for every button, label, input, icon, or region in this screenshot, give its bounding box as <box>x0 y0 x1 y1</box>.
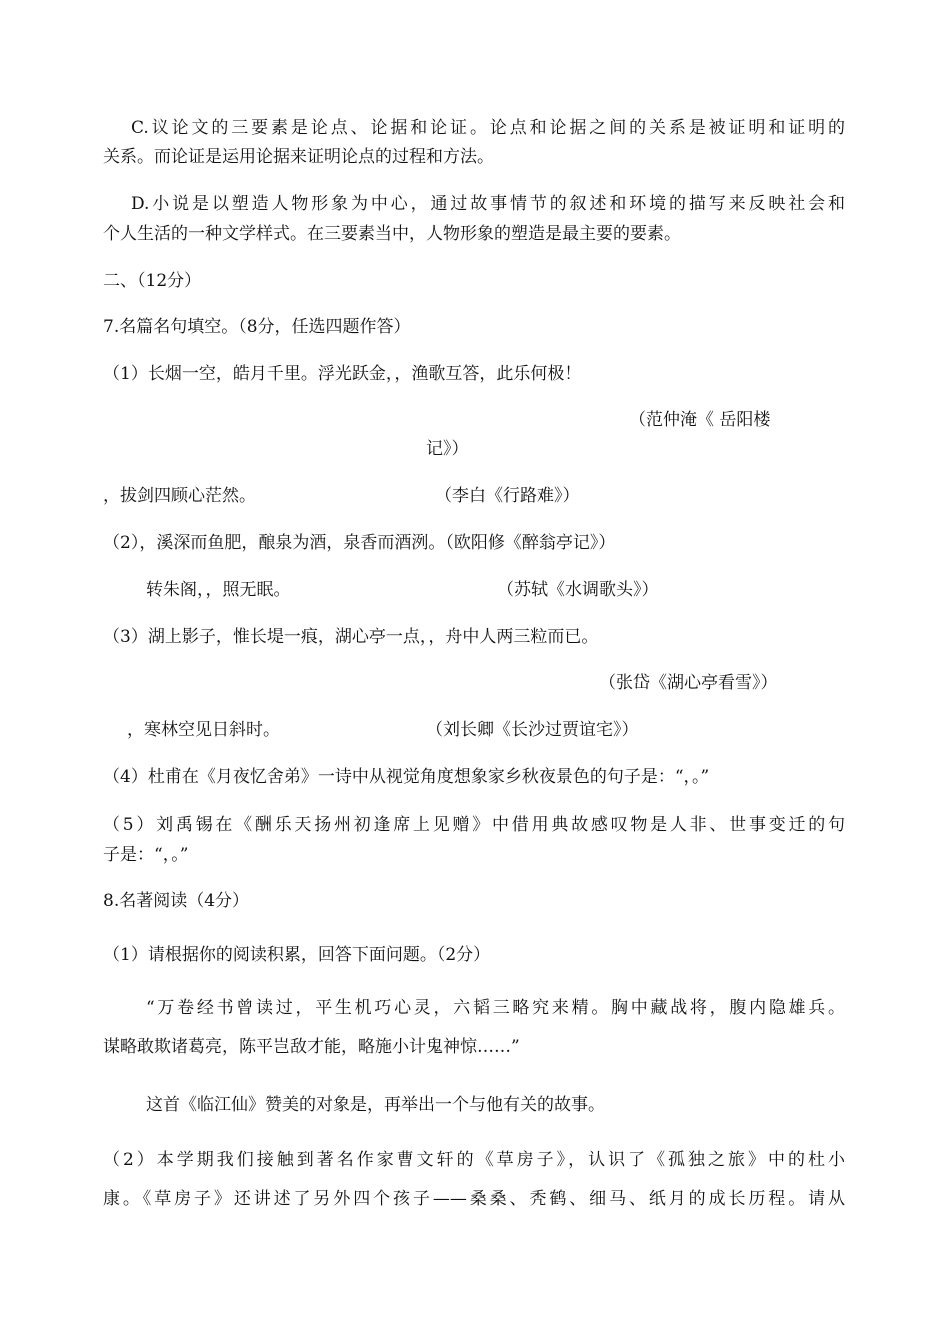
q7-item-1-source-b: 记》） <box>426 439 469 459</box>
option-c-line-1: C.议论文的三要素是论点、论据和论证。论点和论据之间的关系是被证明和证明的 <box>131 118 845 138</box>
q8-item-2-line-1: （2）本学期我们接触到著名作家曹文轩的《草房子》，认识了《孤独之旅》中的杜小 <box>103 1150 845 1170</box>
section-two-heading: 二、（12分） <box>103 271 202 291</box>
q7-item-1-source-a: （范仲淹《 岳阳楼 <box>629 410 771 430</box>
q7-item-1b-source: （李白《行路难》） <box>435 486 580 506</box>
q7-item-5-line-1: （5）刘禹锡在《酬乐天扬州初逢席上见赠》中借用典故感叹物是人非、世事变迁的句 <box>103 815 845 835</box>
q7-item-2b: 转朱阁，，照无眠。 <box>146 580 291 600</box>
q7-item-3b: ，寒林空见日斜时。 <box>127 720 280 740</box>
q7-item-3b-source: （刘长卿《长沙过贾谊宅》） <box>426 720 639 740</box>
q8-item-1-question: 这首《临江仙》赞美的对象是，再举出一个与他有关的故事。 <box>146 1095 605 1115</box>
question-7-heading: 7.名篇名句填空。（8分，任选四题作答） <box>103 317 411 337</box>
q7-item-1: （1）长烟一空，皓月千里。浮光跃金，，渔歌互答，此乐何极！ <box>103 364 582 384</box>
q8-item-1: （1）请根据你的阅读积累，回答下面问题。（2分） <box>103 945 491 965</box>
q7-item-1b: ，拔剑四顾心茫然。 <box>103 486 256 506</box>
q7-item-3: （3）湖上影子，惟长堤一痕，湖心亭一点，，舟中人两三粒而已。 <box>103 627 599 647</box>
q7-item-2: （2），溪深而鱼肥，酿泉为酒，泉香而酒洌。（欧阳修《醉翁亭记》） <box>103 533 616 553</box>
option-d-line-2: 个人生活的一种文学样式。在三要素当中，人物形象的塑造是最主要的要素。 <box>103 224 681 244</box>
option-c-line-2: 关系。而论证是运用论据来证明论点的过程和方法。 <box>103 147 494 167</box>
q7-item-2b-source: （苏轼《水调歌头》） <box>497 580 659 600</box>
q7-item-3-source: （张岱《湖心亭看雪》） <box>599 673 778 693</box>
option-d-line-1: D.小说是以塑造人物形象为中心，通过故事情节的叙述和环境的描写来反映社会和 <box>131 194 845 214</box>
question-8-heading: 8.名著阅读（4分） <box>103 891 250 911</box>
poem-line-1: “万卷经书曾读过，平生机巧心灵，六韬三略究来精。胸中藏战将，腹内隐雄兵。 <box>146 998 845 1018</box>
poem-line-2: 谋略敢欺诸葛亮，陈平岂敌才能，略施小计鬼神惊……” <box>103 1037 520 1057</box>
q7-item-4: （4）杜甫在《月夜忆舍弟》一诗中从视觉角度想象家乡秋夜景色的句子是：“，。” <box>103 767 710 787</box>
q8-item-2-line-2: 康。《草房子》还讲述了另外四个孩子——桑桑、秃鹤、细马、纸月的成长历程。请从 <box>103 1189 845 1209</box>
q7-item-5-line-2: 子是：“，。” <box>103 845 189 865</box>
